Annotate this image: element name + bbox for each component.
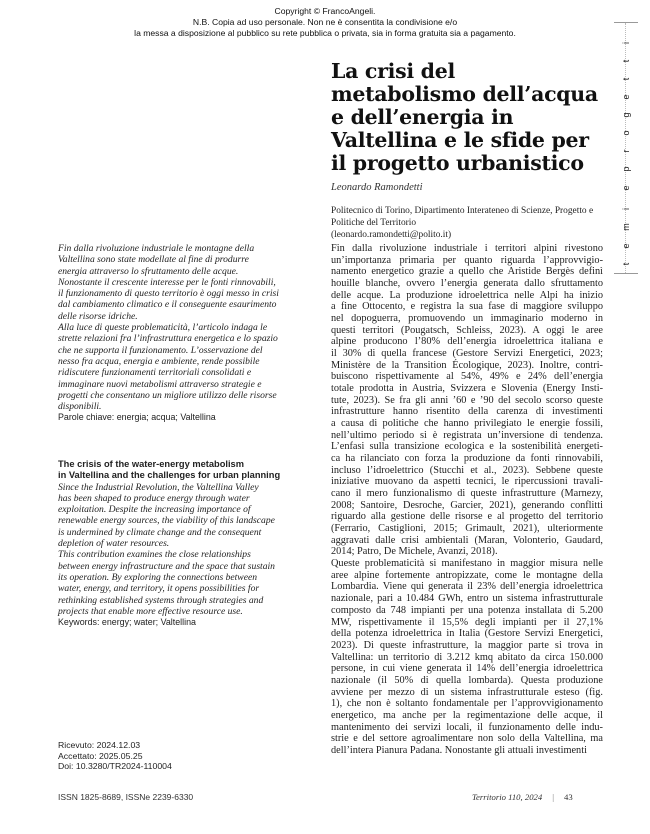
side-tab-letter: e [621, 185, 631, 191]
abstract-line: rethinking established systems through strategies and [58, 594, 264, 606]
abstract-line: Valtellina sono state modellate al fine di produrre [58, 254, 249, 266]
page-number: 43 [564, 792, 573, 802]
side-tab-letter: t [621, 77, 631, 81]
copyright-line: la messa a disposizione al pubblico su rete pubblica o privata, sia in forma gratuita sia a pagamento. [134, 28, 516, 38]
abstract-english-title: The crisis of the water-energy metabolism [58, 459, 244, 469]
abstract-line: progetti che consentano un migliore utilizzo delle risorse [58, 389, 277, 401]
body-line: dell’intera Pianura Padana. Nonostante gli attuali investimenti [331, 744, 587, 756]
side-tab-letter: e [621, 243, 631, 249]
body-line: 2008; Santoire, Desroche, Garcier, 2021), generando conflitti [331, 499, 603, 511]
body-line: namento energetico grazie a quello che Aristide Bergès definì [331, 266, 603, 278]
body-line: Queste problematicità si manifestano in maggior misura nelle [331, 558, 603, 570]
body-line: Valtellina: un territorio di 3.212 kmq abitato da circa 150.000 [331, 651, 603, 663]
body-line: nell’ultimo periodo si è registrata un’inversione di tendenza. [331, 429, 603, 441]
abstract-line: water, energy, and territory, it opens possibilities for [58, 583, 260, 595]
affiliation-email: (leonardo.ramondetti@polito.it) [331, 230, 452, 240]
body-line: buiscono rispettivamente al 54%, 49% e 24% dell’energia [331, 371, 603, 383]
body-line: nel dopoguerra, promuovendo un immaginario moderno in [331, 313, 603, 325]
section-side-tab [614, 22, 638, 274]
side-tab-letter: t [621, 59, 631, 63]
body-line: 1), che non è soltanto fondamentale per l’approvvigionamento [331, 698, 603, 710]
author-name: Leonardo Ramondetti [331, 182, 423, 193]
body-line: incluso l’idroelettrico (Stucchi et al., 2023). Sebbene queste [331, 464, 603, 476]
body-line: L’enfasi sulla transizione ecologica e la sostenibilità energeti- [331, 441, 603, 453]
footer-journal: Territorio 110, 2024 | 43 [472, 792, 573, 802]
body-line: 2014; Patro, De Michele, Avanzi, 2018). [331, 546, 498, 558]
body-line: composto da 748 impianti per una potenza installata di 5.200 [331, 604, 603, 616]
body-line: energetico, ma anche per la regimentazione delle acque, il [331, 709, 603, 721]
side-tab-letter: e [621, 94, 631, 100]
title-line: Valtellina e le sfide per [331, 128, 589, 152]
abstract-line: il funzionamento di questo territorio è oggi messo in crisi [58, 288, 279, 300]
side-tab-letter: m [621, 223, 631, 231]
body-line: strie e del settore agroalimentare non solo della Valtellina, ma [331, 733, 603, 745]
body-line: avviene per mezzo di un sistema infrastrutturale esteso (fig. [331, 686, 603, 698]
abstract-line: energia attraverso lo sfruttamento delle acque. [58, 265, 239, 277]
body-line: totale prodotta in Austria, Svizzera e Slovenia (Energy Insti- [331, 383, 603, 395]
abstract-line: This contribution examines the close relationships [58, 549, 251, 561]
body-text [331, 243, 603, 757]
keywords-italian: Parole chiave: energia; acqua; Valtellina [58, 412, 216, 423]
body-line: tute, 2023). Se fra gli anni ’60 e ’90 del secolo scorso queste [331, 394, 603, 406]
affiliation-line: Politiche del Territorio [331, 218, 417, 228]
body-line: a fine Ottocento, e registra la sua fase di maggiore sviluppo [331, 301, 603, 313]
body-line: 2023). Di queste infrastrutture, la maggior parte si trova in [331, 639, 603, 651]
keywords-english: Keywords: energy; water; Valtellina [58, 617, 196, 628]
side-tab-letter: o [621, 130, 631, 136]
abstract-line: between energy infrastructure and the space that sustain [58, 560, 275, 572]
side-tab-letter: i [621, 42, 631, 44]
body-line: mantenimento dei servizi locali, il funzionamento delle indu- [331, 721, 603, 733]
body-line: questi territori (Pougatsch, Schleiss, 2023). A oggi le aree [331, 324, 603, 336]
body-line: Fin dalla rivoluzione industriale i territori alpini rivestono [331, 243, 603, 254]
body-line: infrastrutture hanno risentito della carenza di investimenti [331, 406, 603, 418]
body-line: aree alpine fortemente antropizzate, come le montagne della [331, 569, 603, 581]
side-tab-letter: g [621, 112, 631, 118]
abstract-line: Since the Industrial Revolution, the Valtellina Valley [58, 481, 259, 493]
journal-name: Territorio 110, 2024 [472, 792, 543, 802]
abstract-line: dal cambiamento climatico e il conseguente esaurimento [58, 299, 277, 311]
abstract-line: has been shaped to produce energy through water [58, 492, 250, 504]
article-dates [58, 740, 172, 772]
body-line: a causa di politiche che hanno privilegiato le energie fossili, [331, 418, 603, 430]
abstract-line: disponibili. [58, 401, 102, 413]
copyright-line: Copyright © FrancoAngeli. [274, 6, 376, 16]
author-affiliation [331, 205, 601, 241]
abstract-english-title: in Valtellina and the challenges for urban planning [58, 470, 281, 481]
abstract-line: renewable energy sources, the viability of this landscape [58, 515, 275, 527]
body-line: alpine producono l’80% dell’energia idroelettrica italiana e [331, 336, 603, 348]
abstract-line: Alla luce di queste problematicità, l’articolo indaga le [58, 322, 268, 334]
side-tab-letter: p [621, 166, 631, 172]
copyright-line: N.B. Copia ad uso personale. Non ne è consentita la condivisione e/o [192, 17, 458, 27]
abstract-line: projects that enable more effective resource use. [58, 605, 243, 617]
article-title [331, 60, 607, 175]
abstract-line: strette relazioni fra l’infrastruttura energetica e lo spazio [58, 333, 278, 345]
abstract-line: delle risorse idriche. [58, 310, 138, 322]
side-tab-letter: r [621, 149, 631, 153]
body-line: delle acque. La produzione idroelettrica nelle Alpi ha inizio [331, 289, 603, 301]
body-line: nazionale, pari a 10.484 GWh, entro un sistema infrastrutturale [331, 593, 603, 605]
body-line: MW, rispettivamente il 15,5% degli impianti per il 27,1% [331, 616, 603, 628]
body-line: persone, in cui viene generata il 14% dell’energia idroelettrica [331, 663, 603, 675]
affiliation-line: Politecnico di Torino, Dipartimento Interateneo di Scienze, Progetto e [331, 206, 594, 216]
title-line: La crisi del [331, 59, 455, 83]
abstract-line: nesso fra acqua, energia e ambiente, rende possibile [58, 355, 260, 367]
received-date: Ricevuto: 2024.12.03 [58, 740, 141, 750]
body-line: nazionale (il 50% di quella lombarda). Questa produzione [331, 674, 603, 686]
side-tab-letter: i [621, 208, 631, 210]
abstract-line: ridiscutere funzionamenti territoriali consolidati e [58, 367, 252, 379]
body-line: aggravati dalle crisi ambientali (Maran, Volonterio, Gaudard, [331, 534, 603, 546]
body-line: houille blanche, ovvero l’energia generata dallo sfruttamento [331, 278, 603, 290]
body-line: un’importanza primaria per quanto riguarda l’approvvigio- [331, 254, 603, 266]
body-line: ca ha rilanciato con forza la produzione da fonti rinnovabili, [331, 453, 603, 465]
abstract-line: che ne supporta il funzionamento. L’osservazione del [58, 344, 263, 356]
abstract-line: Nonostante il crescente interesse per le fonti rinnovabili, [58, 276, 276, 288]
abstract-line: exploitation. Despite the increasing importance of [58, 504, 251, 516]
abstract-line: its operation. By exploring the connections between [58, 571, 258, 583]
body-line: Lombardia. Viene qui generata il 23% dell’energia idroelettrica [331, 581, 603, 593]
body-line: Ministère de la Transition Écologique, 2023). Inoltre, contri- [331, 359, 603, 371]
abstract-line: depletion of water resources. [58, 538, 170, 550]
body-line: (Ferrario, Castiglioni, 2015; Grimault, 2021), ulteriormente [331, 523, 603, 535]
accepted-date: Accettato: 2025.05.25 [58, 750, 143, 761]
body-line: riguardo alla gestione delle risorse e al progetto del territorio [331, 511, 603, 523]
body-line: cano il mero funzionalismo di queste infrastrutture (Marnezy, [331, 488, 603, 500]
footer-issn: ISSN 1825-8689, ISSNe 2239-6330 [58, 792, 194, 802]
abstract-line: Fin dalla rivoluzione industriale le montagne della [58, 243, 255, 254]
doi: Doi: 10.3280/TR2024-110004 [58, 761, 172, 771]
abstract-english [58, 459, 318, 628]
title-line: il progetto urbanistico [331, 151, 584, 175]
body-line: iniziative muovano da aspetti tecnici, le ripercussioni travali- [331, 476, 603, 488]
copyright-notice [0, 6, 650, 39]
abstract-italian [58, 243, 308, 424]
side-tab-letter: t [621, 262, 631, 266]
body-line: della potenza idroelettrica in Italia (Gestore Servizi Energetici, [331, 628, 603, 640]
abstract-line: is undermined by climate change and the consequent [58, 526, 262, 538]
title-line: e dell’energia in [331, 105, 514, 129]
title-line: metabolismo dell’acqua [331, 82, 598, 106]
body-line: il 30% di quella francese (Gestore Servizi Energetici, 2023; [331, 348, 603, 360]
abstract-line: immaginare nuovi metabolismi attraverso strategie e [58, 378, 262, 390]
